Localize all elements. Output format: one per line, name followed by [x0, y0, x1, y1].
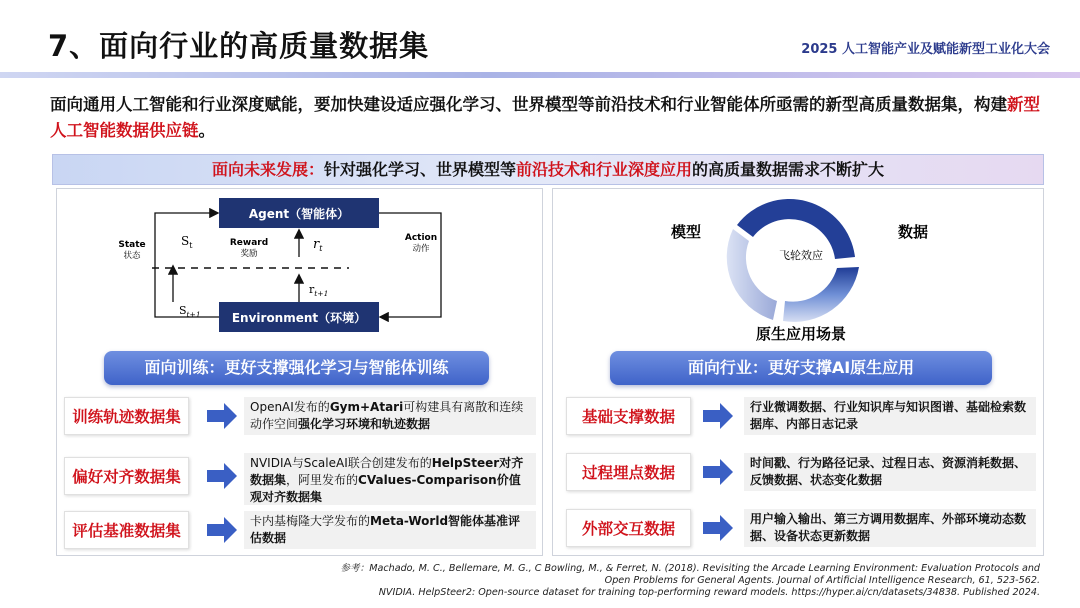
reference-line: Open Problems for General Agents. Journal of Artificial Intelligence Research, 61, 523-562. — [604, 575, 1040, 586]
action-arrow — [379, 213, 441, 317]
flywheel-diagram — [553, 189, 1045, 349]
state-en-label: State — [118, 240, 146, 250]
intro-end: 。 — [198, 121, 215, 140]
row-description: 用户输入输出、第三方调用数据库、外部环境动态数据、设备状态更新数据 — [744, 509, 1036, 547]
flywheel-model-label: 模型 — [670, 223, 702, 241]
page-title: 7、面向行业的高质量数据集 — [48, 29, 430, 63]
arrow-right-icon — [207, 462, 237, 490]
s-t-label: $S_t$ — [181, 234, 193, 250]
row-label: 基础支撑数据 — [566, 397, 691, 435]
r-t-label: $r_t$ — [313, 237, 323, 253]
flywheel-scenario-label: 原生应用场景 — [755, 325, 847, 343]
row-label: 训练轨迹数据集 — [64, 397, 189, 435]
event-name: 2025 人工智能产业及赋能新型工业化大会 — [801, 42, 1050, 57]
action-en-label: Action — [404, 233, 438, 243]
arrow-right-icon — [207, 516, 237, 544]
r-t1-label: $r_{t+1}$ — [309, 283, 329, 298]
reference-line: 参考：Machado, M. C., Bellemare, M. G., C Bowling, M., & Ferret, N. (2018). Revisiting the Arcade Learning Environment: Evaluation Protocols and — [340, 563, 1040, 574]
banner-part3: 前沿技术和行业深度应用 — [516, 160, 693, 179]
intro-paragraph — [50, 92, 1040, 144]
agent-label: Agent（智能体） — [248, 207, 350, 221]
list-item — [64, 511, 539, 555]
list-item — [566, 397, 1036, 441]
state-outer-arrow — [155, 213, 219, 317]
row-label: 评估基准数据集 — [64, 511, 189, 549]
training-pill: 面向训练：更好支撑强化学习与智能体训练 — [104, 351, 489, 385]
intro-highlight: 新型人工智能数据供应链 — [50, 95, 1040, 140]
flywheel-segment-right — [783, 267, 859, 322]
list-item — [64, 453, 539, 504]
reference-line: NVIDIA. HelpSteer2: Open-source dataset for training top-performing reward models. https://hyper.ai/cn/datasets/34838. Published 2024. — [378, 587, 1040, 598]
arrow-right-icon — [703, 458, 733, 486]
industry-panel — [552, 188, 1044, 556]
banner-part4: 的高质量数据需求不断扩大 — [692, 160, 885, 179]
rl-loop-diagram — [57, 189, 544, 339]
row-label: 偏好对齐数据集 — [64, 457, 189, 495]
reward-en-label: Reward — [229, 238, 269, 248]
intro-text: 面向通用人工智能和行业深度赋能，要加快建设适应强化学习、世界模型等前沿技术和行业智能体所亟需的新型高质量数据集，构建 — [50, 95, 1007, 114]
list-item — [566, 453, 1036, 497]
flywheel-segment-left — [727, 229, 777, 320]
s-t1-label: $S_{t+1}$ — [179, 304, 201, 319]
list-item — [64, 397, 539, 441]
row-description: OpenAI发布的Gym+Atari可构建具有离散和连续动作空间强化学习环境和轨迹数据 — [244, 397, 536, 435]
banner-part2: 针对强化学习、世界模型等 — [323, 160, 516, 179]
arrow-right-icon — [207, 402, 237, 430]
training-panel — [56, 188, 543, 556]
flywheel-center-label: 飞轮效应 — [779, 249, 823, 262]
row-description: 时间戳、行为路径记录、过程日志、资源消耗数据、反馈数据、状态变化数据 — [744, 453, 1036, 491]
row-description: 卡内基梅隆大学发布的Meta-World智能体基准评估数据 — [244, 511, 536, 549]
industry-pill: 面向行业：更好支撑AI原生应用 — [610, 351, 992, 385]
future-banner — [52, 154, 1044, 185]
row-label: 过程埋点数据 — [566, 453, 691, 491]
row-label: 外部交互数据 — [566, 509, 691, 547]
arrow-right-icon — [703, 514, 733, 542]
arrow-right-icon — [703, 402, 733, 430]
references — [60, 563, 1040, 599]
row-description: NVIDIA与ScaleAI联合创建发布的HelpSteer对齐数据集，阿里发布的CValues-Comparison价值观对齐数据集 — [244, 453, 536, 505]
title-divider — [0, 72, 1080, 78]
banner-part1: 面向未来发展： — [211, 160, 324, 179]
reward-cn-label: 奖励 — [240, 249, 258, 259]
action-cn-label: 动作 — [412, 244, 430, 254]
row-description: 行业微调数据、行业知识库与知识图谱、基础检索数据库、内部日志记录 — [744, 397, 1036, 435]
list-item — [566, 509, 1036, 553]
environment-label: Environment（环境） — [231, 311, 367, 325]
flywheel-data-label: 数据 — [897, 223, 929, 241]
state-cn-label: 状态 — [123, 251, 141, 261]
